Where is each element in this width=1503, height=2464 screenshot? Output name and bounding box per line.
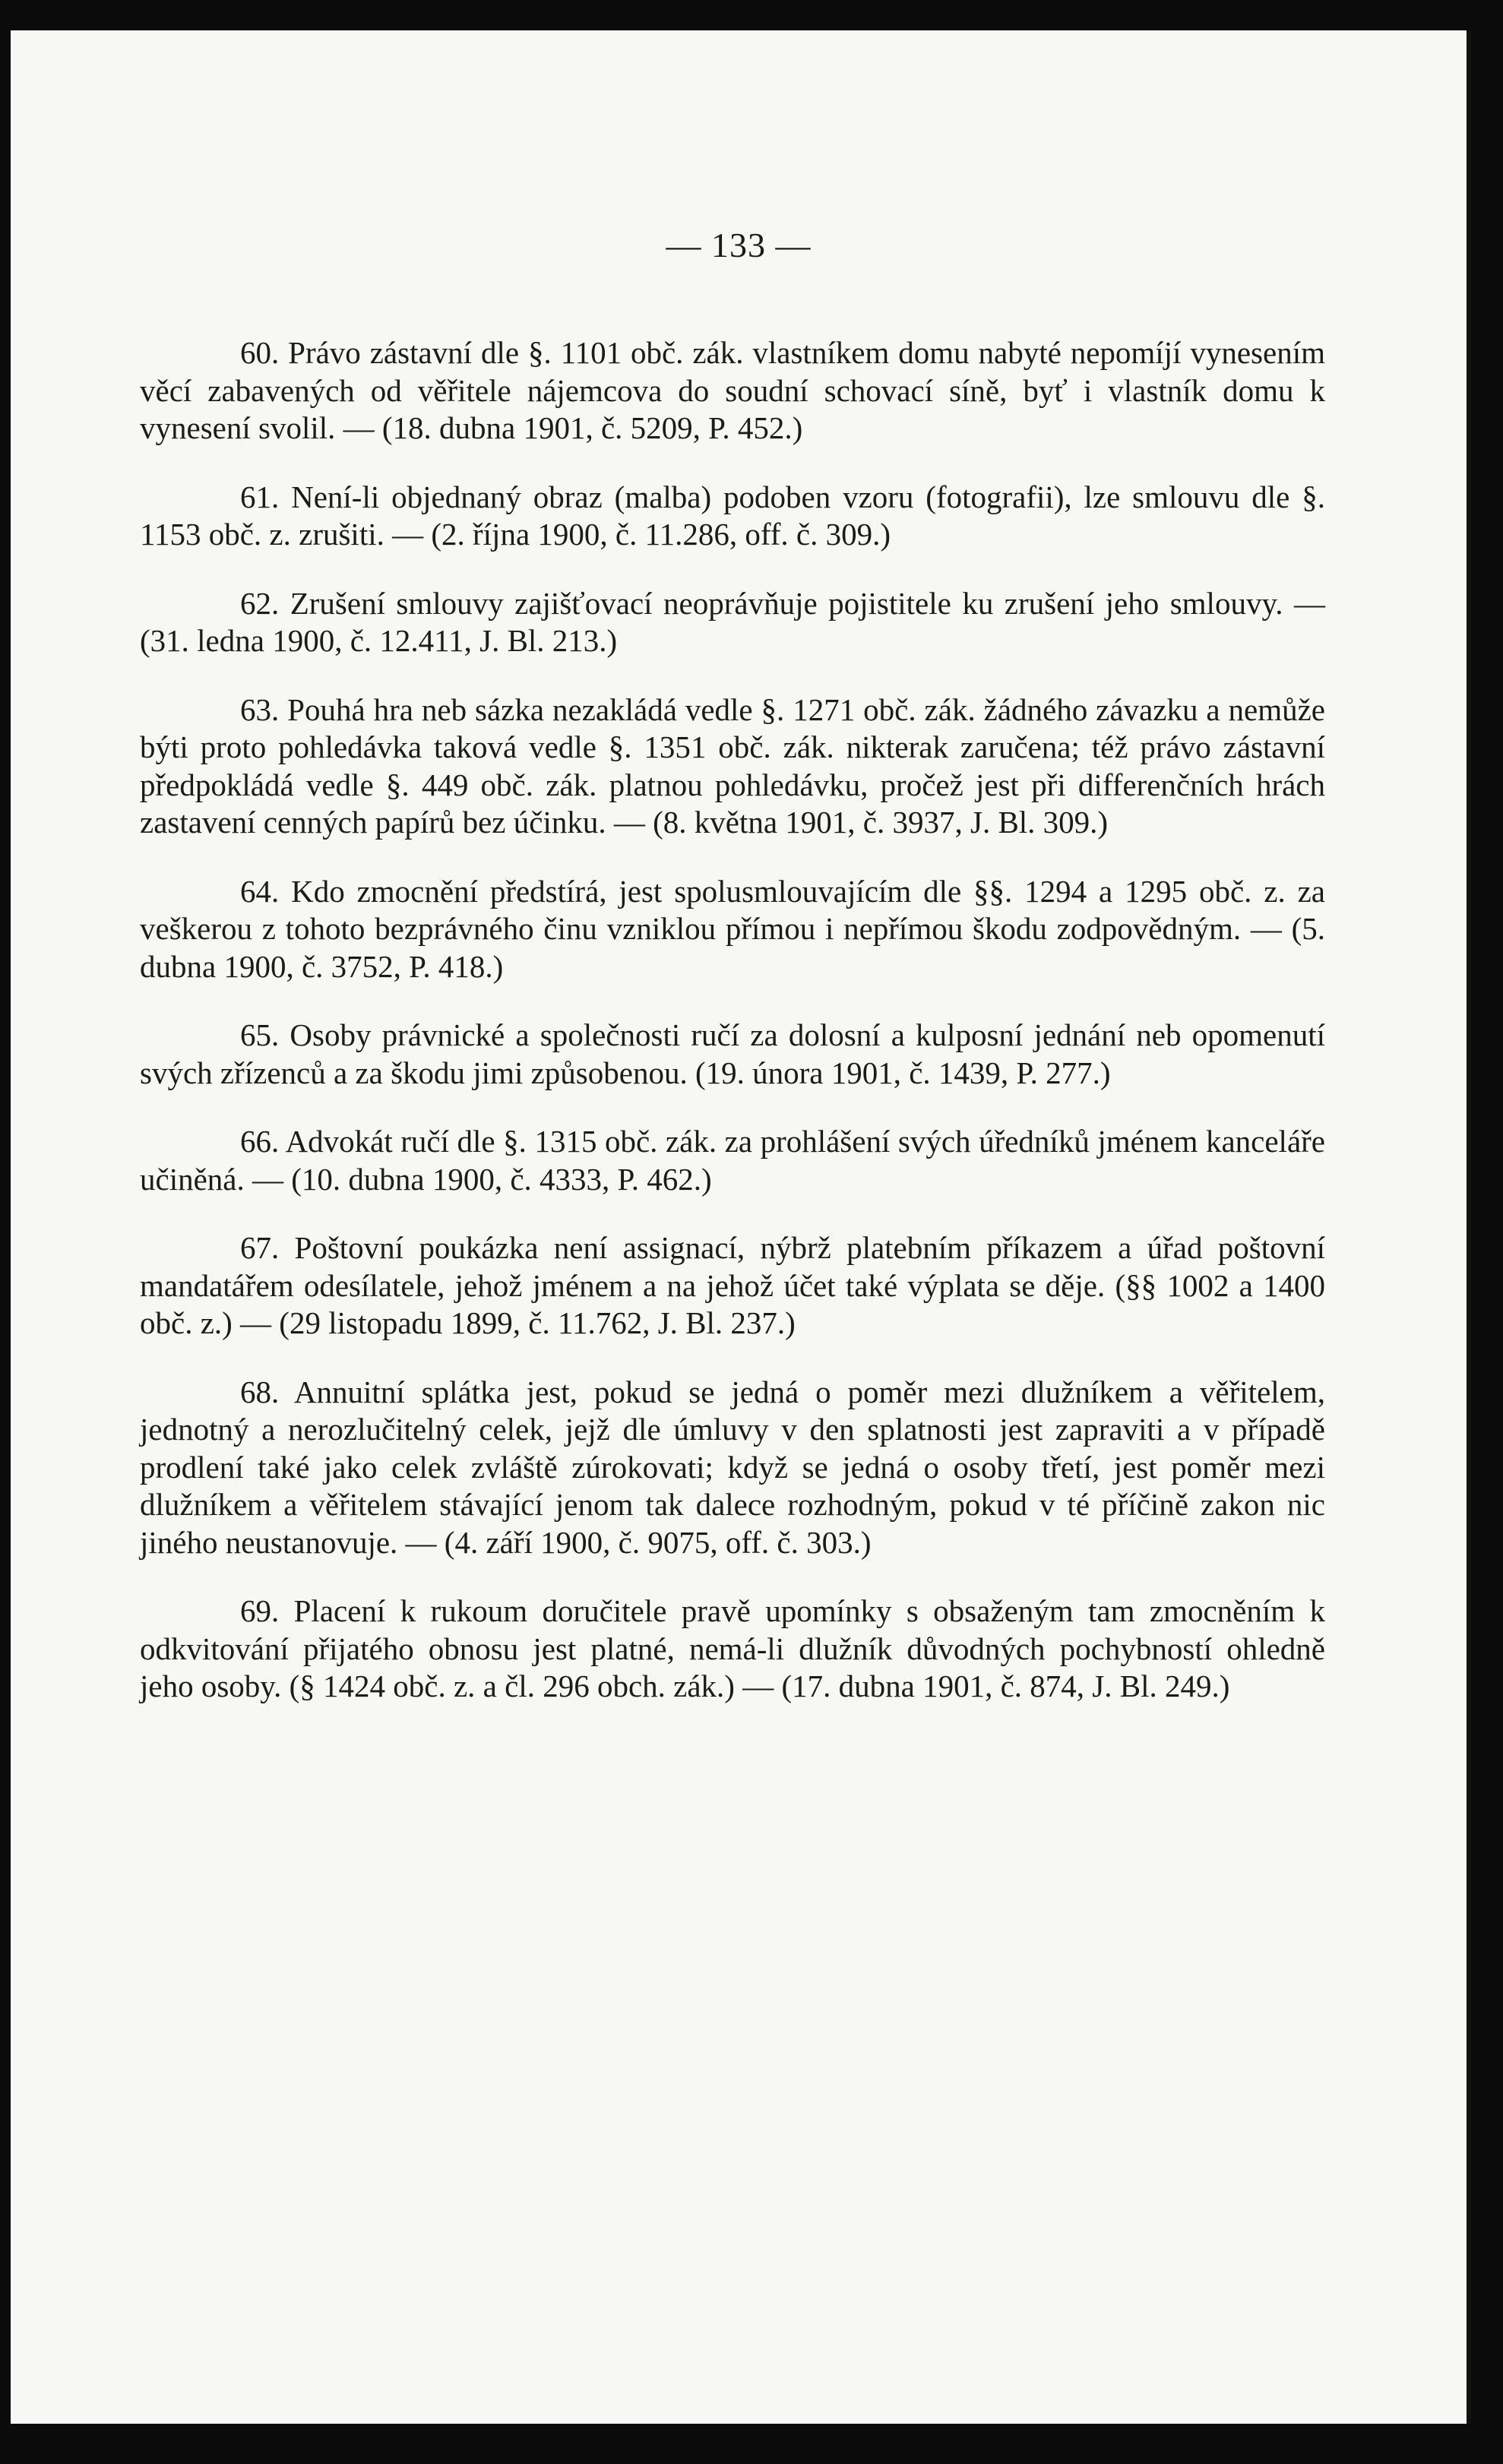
entry-64: 64. Kdo zmocnění předstírá, jest spolusmlouvajícím dle §§. 1294 a 1295 obč. z. za veškerou z tohoto bezprávného činu vzniklou přímou i nepřímou škodu zodpovědným. — (5. dubna 1900, č. 3752, P. 418.)	[140, 873, 1325, 984]
entry-66: 66. Advokát ručí dle §. 1315 obč. zák. za prohlášení svých úředníků jménem kanceláře učiněná. — (10. dubna 1900, č. 4333, P. 462.)	[140, 1124, 1325, 1197]
entry-61: 61. Není-li objednaný obraz (malba) podoben vzoru (fotografii), lze smlouvu dle §. 1153 obč. z. zrušiti. — (2. října 1900, č. 11.286, off. č. 309.)	[140, 479, 1325, 552]
page-number: — 133 —	[666, 226, 812, 264]
entry-69: 69. Placení k rukoum doručitele pravě upomínky s obsaženým tam zmocněním k odkvitování přijatého obnosu jest platné, nemá-li dlužník důvodných pochybností ohledně jeho osoby. (§ 1424 obč. z. a čl. 296 obch. zák.) — (17. dubna 1901, č. 874, J. Bl. 249.)	[140, 1593, 1325, 1703]
entry-65: 65. Osoby právnické a společnosti ručí za dolosní a kulposní jednání neb opomenutí svých zřízenců a za škodu jimi způsobenou. (19. února 1901, č. 1439, P. 277.)	[140, 1017, 1325, 1090]
entry-62: 62. Zrušení smlouvy zajišťovací neoprávňuje pojistitele ku zrušení jeho smlouvy. — (31. ledna 1900, č. 12.411, J. Bl. 213.)	[140, 585, 1325, 658]
entry-63: 63. Pouhá hra neb sázka nezakládá vedle §. 1271 obč. zák. žádného závazku a nemůže býti proto pohledávka taková vedle §. 1351 obč. zák. nikterak zaručena; též právo zástavní předpokládá vedle §. 449 obč. zák. platnou pohledávku, pročež jest při differenčních hrách zastavení cenných papírů bez účinku. — (8. května 1901, č. 3937, J. Bl. 309.)	[140, 691, 1325, 840]
entry-60: 60. Právo zástavní dle §. 1101 obč. zák. vlastníkem domu nabyté nepomíjí vynesením věcí zabavených od věřitele nájemcova do soudní schovací síně, byť i vlastník domu k vynesení svolil. — (18. dubna 1901, č. 5209, P. 452.)	[140, 335, 1325, 445]
book-page	[11, 30, 1471, 2424]
entry-68: 68. Annuitní splátka jest, pokud se jedná o poměr mezi dlužníkem a věřitelem, jednotný a nerozlučitelný celek, jejž dle úmluvy v den splatnosti jest zapraviti a v případě prodlení také jako celek zvláště zúrokovati; když se jedná o osoby třetí, jest poměr mezi dlužníkem a věřitelem stávající jenom tak dalece rozhodným, pokud v té příčině zakon nic jiného neustanovuje. — (4. září 1900, č. 9075, off. č. 303.)	[140, 1374, 1325, 1560]
text-block	[140, 334, 1325, 1706]
entry-67: 67. Poštovní poukázka není assignací, nýbrž platebním příkazem a úřad poštovní mandatářem odesílatele, jehož jménem a na jehož účet také výplata se děje. (§§ 1002 a 1400 obč. z.) — (29 listopadu 1899, č. 11.762, J. Bl. 237.)	[140, 1230, 1325, 1340]
